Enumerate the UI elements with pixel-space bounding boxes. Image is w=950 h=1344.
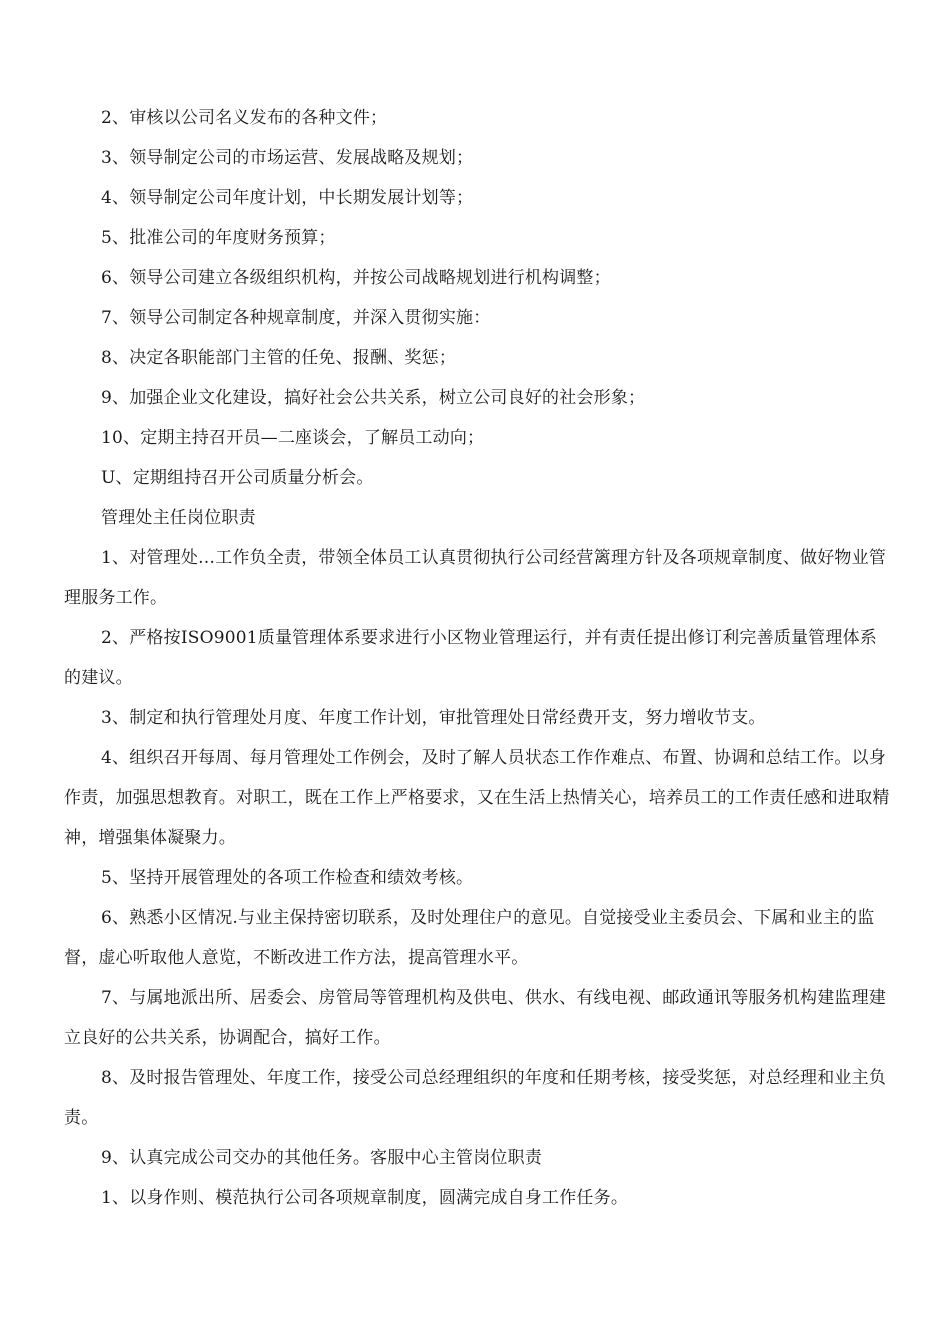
manager-duty-4: 4、组织召开每周、每月管理处工作例会，及时了解人员状态工作作难点、布置、协调和总结工作。以身作责，加强思想教育。对职工，既在工作上严格要求，又在生活上热情关心，培养员工的工作责任感和进取精神，增强集体凝聚力。	[64, 748, 890, 848]
paragraph-2: 2、审核以公司名义发布的各种文件；	[101, 108, 388, 128]
manager-duty-9: 9、认真完成公司交办的其他任务。客服中心主管岗位职责	[101, 1148, 543, 1168]
paragraph-7: 7、领导公司制定各种规章制度，并深入贯彻实施：	[101, 308, 491, 328]
paragraph-3: 3、领导制定公司的市场运营、发展战略及规划；	[101, 148, 474, 168]
manager-duty-3: 3、制定和执行管理处月度、年度工作计划，审批管理处日常经费开支，努力增收节支。	[101, 708, 766, 728]
service-supervisor-duty-1: 1、以身作则、模范执行公司各项规章制度，圆满完成自身工作任务。	[101, 1188, 629, 1208]
paragraph-9: 9、加强企业文化建设，搞好社会公共关系，树立公司良好的社会形象；	[101, 388, 646, 408]
manager-duty-6: 6、熟悉小区情况.与业主保持密切联系，及时处理住户的意见。自觉接受业主委员会、下属和业主的监督，虚心听取他人意览，不断改进工作方法，提高管理水平。	[64, 908, 875, 968]
document-body	[64, 98, 894, 1218]
paragraph-8: 8、决定各职能部门主管的任免、报酬、奖惩；	[101, 348, 457, 368]
manager-duty-8: 8、及时报告管理处、年度工作，接受公司总经理组织的年度和任期考核，接受奖惩，对总经理和业主负责。	[64, 1068, 887, 1128]
paragraph-10: 10、定期主持召开员—二座谈会，了解员工动向；	[101, 428, 485, 448]
section-heading-manager-duties: 管理处主任岗位职责	[101, 508, 256, 528]
manager-duty-5: 5、坚持开展管理处的各项工作检查和绩效考核。	[101, 868, 474, 888]
manager-duty-2: 2、严格按ISO9001质量管理体系要求进行小区物业管理运行，并有责任提出修订利完善质量管理体系的建议。	[64, 628, 877, 688]
manager-duty-1: 1、对管理处…工作负全责，带领全体员工认真贯彻执行公司经营篱理方针及各项规章制度、做好物业管理服务工作。	[64, 548, 887, 608]
paragraph-6: 6、领导公司建立各级组织机构，并按公司战略规划进行机构调整；	[101, 268, 611, 288]
paragraph-5: 5、批准公司的年度财务预算；	[101, 228, 336, 248]
paragraph-4: 4、领导制定公司年度计划，中长期发展计划等；	[101, 188, 474, 208]
manager-duty-7: 7、与属地派出所、居委会、房管局等管理机构及供电、供水、有线电视、邮政通讯等服务机构建监理建立良好的公共关系，协调配合，搞好工作。	[64, 988, 887, 1048]
paragraph-11: U、定期组持召开公司质量分析会。	[101, 468, 374, 488]
